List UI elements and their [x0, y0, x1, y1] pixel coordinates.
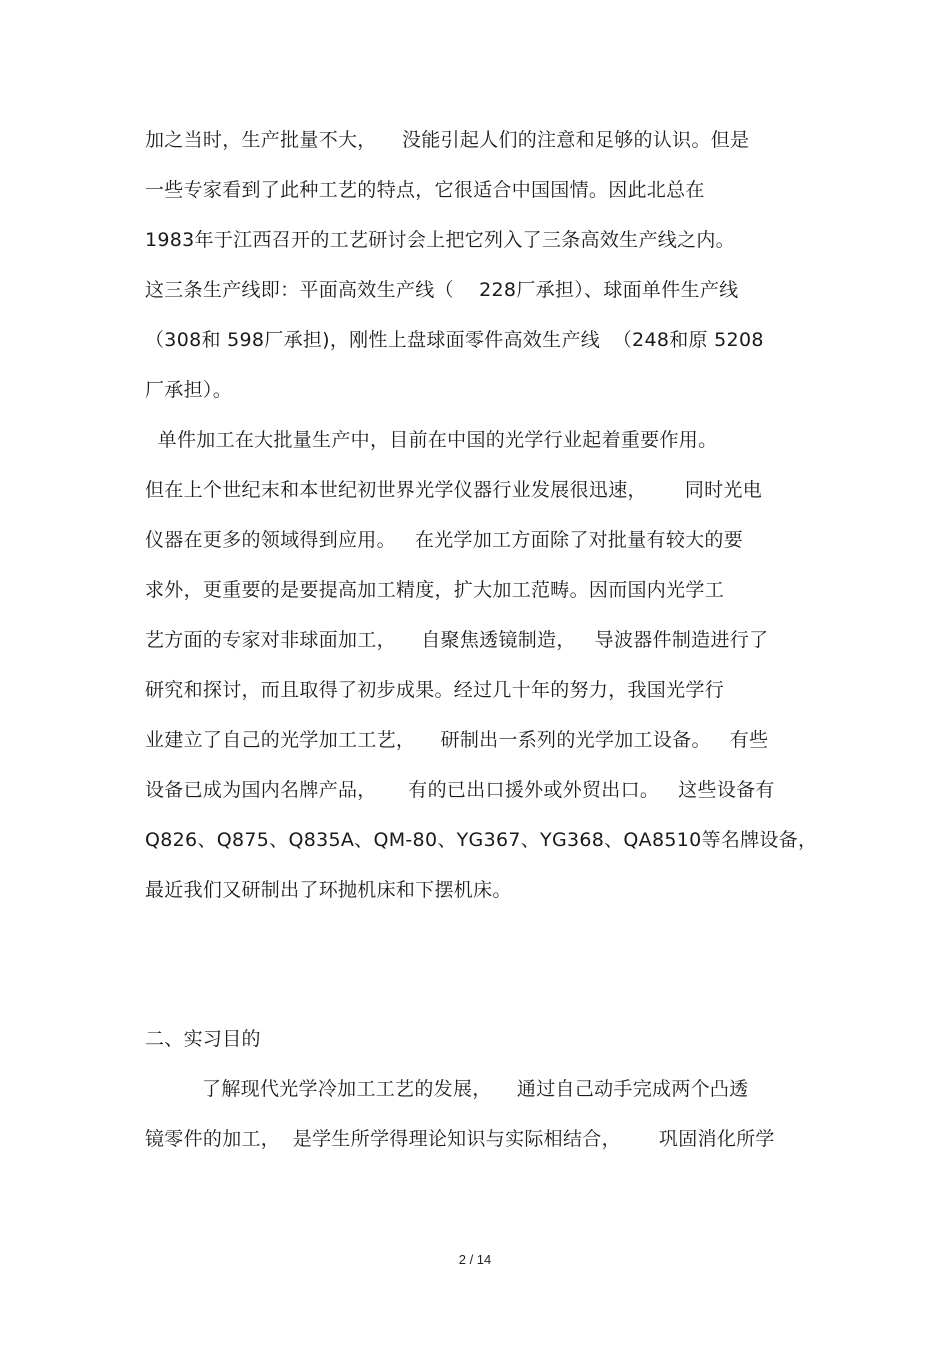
- text-line: 一些专家看到了此种工艺的特点，它很适合中国国情。因此北总在: [145, 179, 705, 201]
- section-heading: 二、实习目的: [145, 1028, 261, 1050]
- text-line: 但在上个世纪末和本世纪初世界光学仪器行业发展很迅速， 同时光电: [145, 479, 763, 501]
- text-line: 研究和探讨，而且取得了初步成果。经过几十年的努力，我国光学行: [145, 679, 725, 701]
- text-line: 加之当时，生产批量不大， 没能引起人们的注意和足够的认识。但是: [145, 129, 750, 151]
- text-line: 这三条生产线即：平面高效生产线（ 228厂承担）、球面单件生产线: [145, 279, 739, 301]
- text-line: 最近我们又研制出了环抛机床和下摆机床。: [145, 879, 512, 901]
- text-line: 设备已成为国内名牌产品， 有的已出口援外或外贸出口。 这些设备有: [145, 779, 775, 801]
- text-line: 1983年于江西召开的工艺研讨会上把它列入了三条高效生产线之内。: [145, 229, 735, 251]
- text-line: Q826、Q875、Q835A、QM-80、YG367、YG368、QA8510等名牌设备，: [145, 829, 818, 851]
- text-line: 镜零件的加工， 是学生所学得理论知识与实际相结合， 巩固消化所学: [145, 1128, 775, 1150]
- text-line: 艺方面的专家对非球面加工， 自聚焦透镜制造， 导波器件制造进行了: [145, 629, 769, 651]
- text-line: 仪器在更多的领域得到应用。 在光学加工方面除了对批量有较大的要: [145, 529, 744, 551]
- text-line: 单件加工在大批量生产中，目前在中国的光学行业起着重要作用。: [145, 429, 718, 451]
- text-line: 业建立了自己的光学加工工艺， 研制出一系列的光学加工设备。 有些: [145, 729, 769, 751]
- text-line: 了解现代光学冷加工工艺的发展， 通过自己动手完成两个凸透: [145, 1078, 749, 1100]
- page-number: 2 / 14: [458, 1252, 492, 1267]
- text-line: 求外，更重要的是要提高加工精度，扩大加工范畴。因而国内光学工: [145, 579, 725, 601]
- text-line: （308和 598厂承担)，刚性上盘球面零件高效生产线 （248和原 5208: [145, 329, 764, 351]
- text-line: 厂承担）。: [145, 379, 233, 401]
